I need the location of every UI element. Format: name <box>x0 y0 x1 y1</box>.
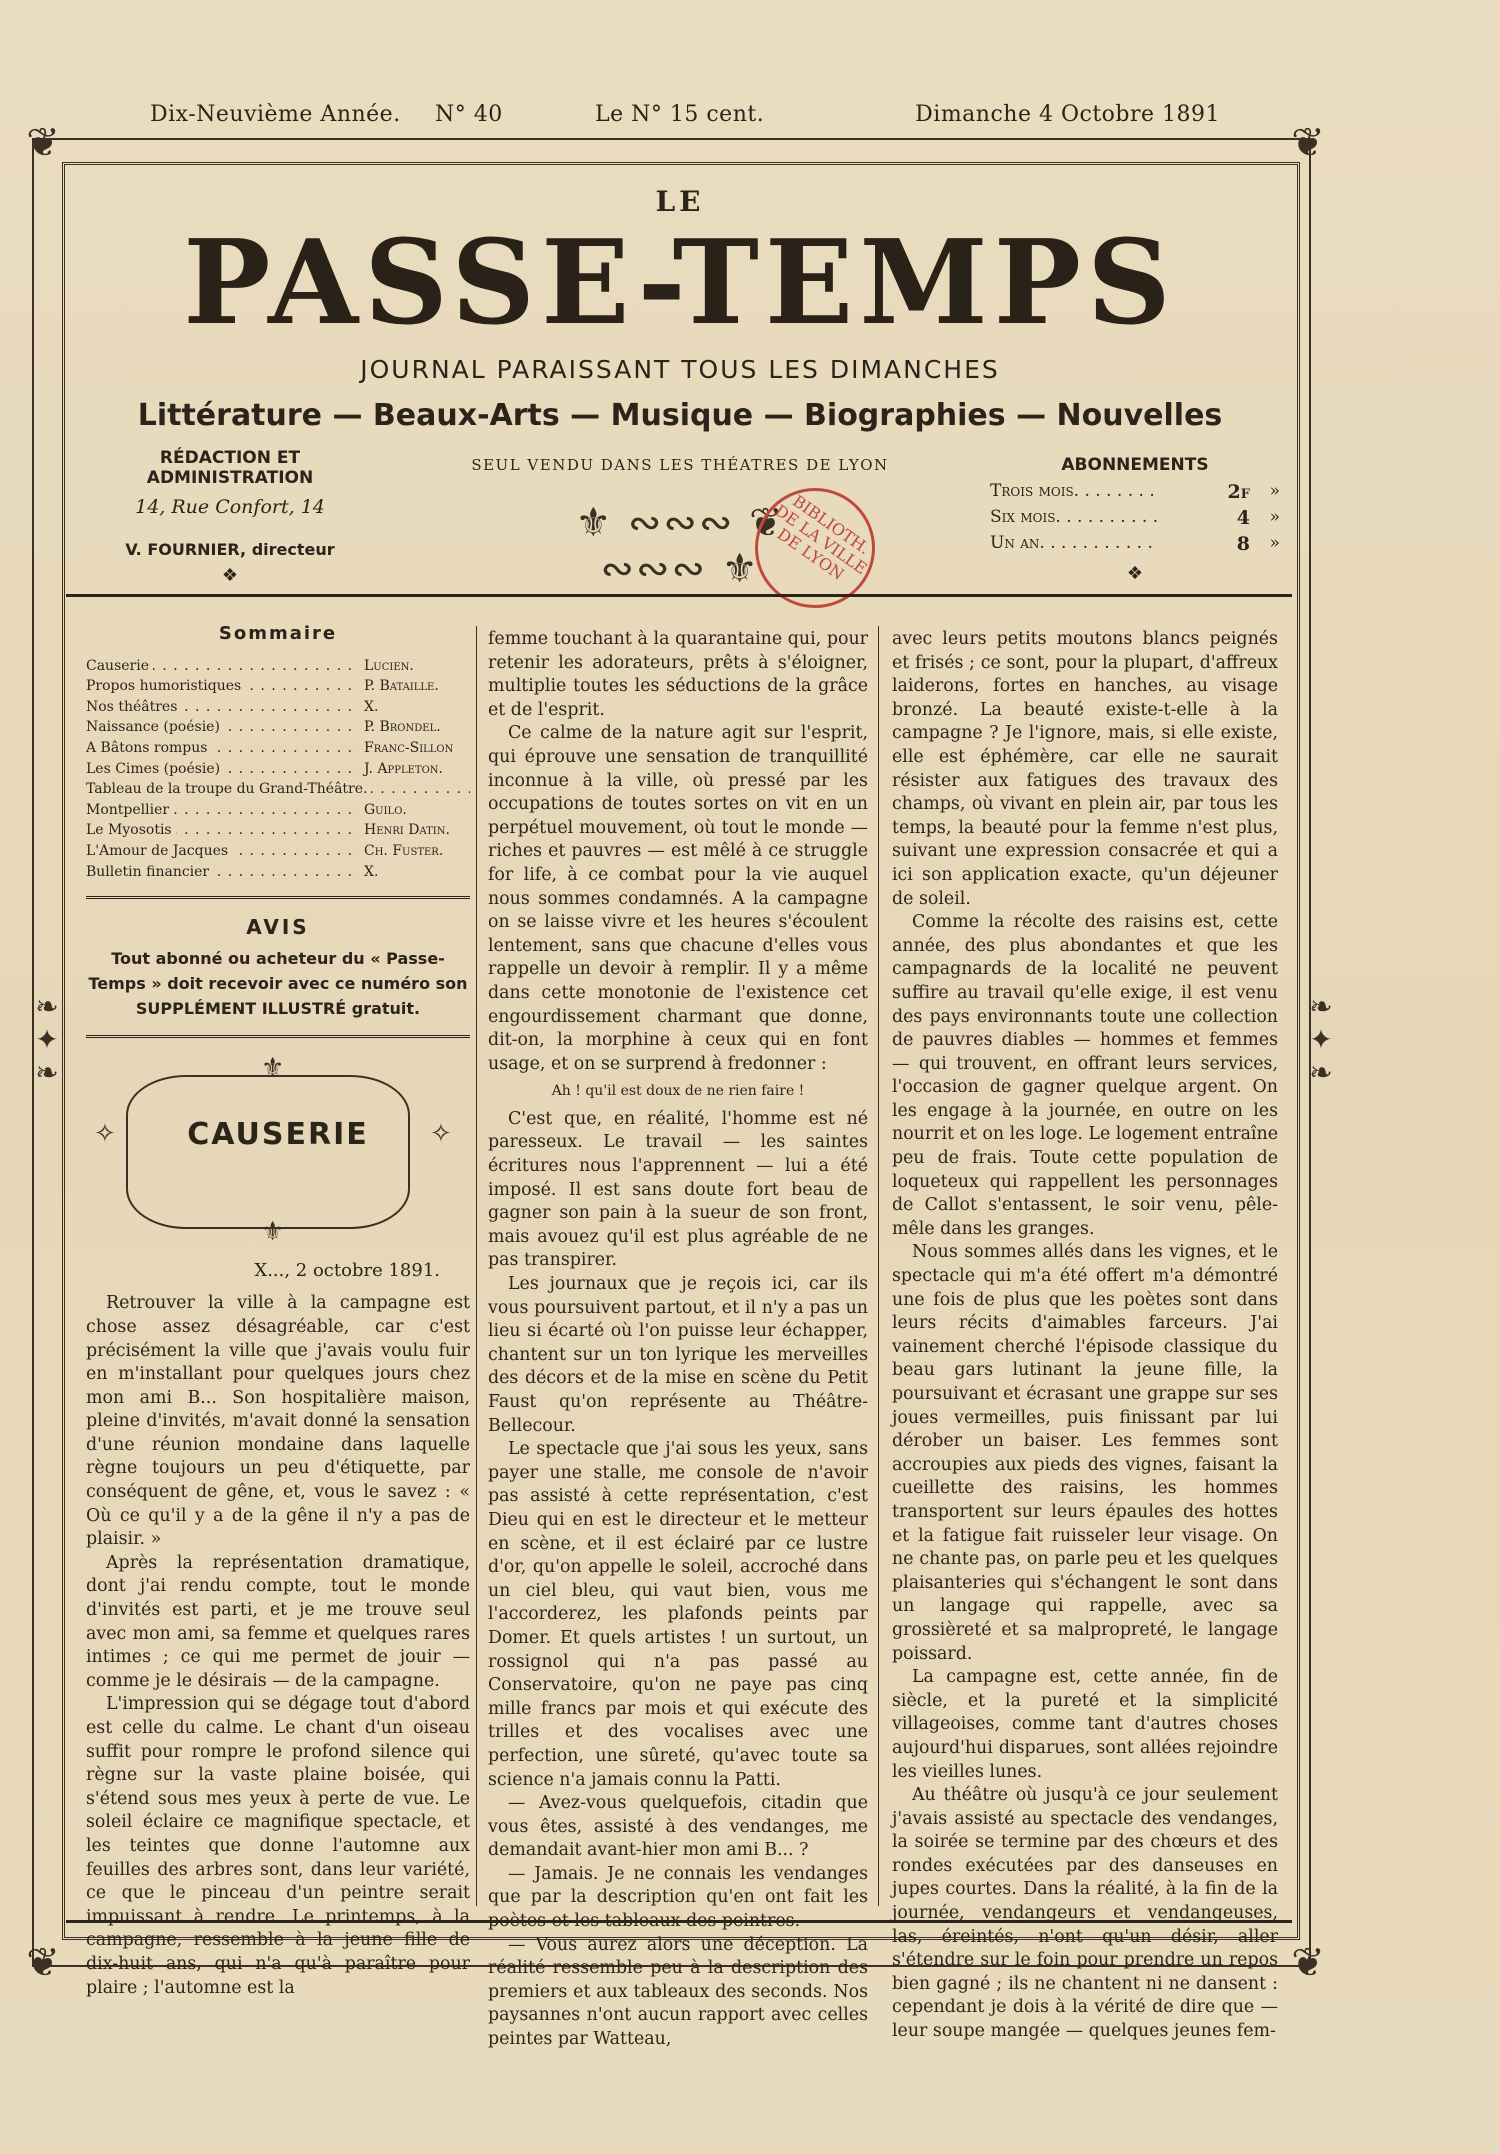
causerie-dateline: X..., 2 octobre 1891. <box>254 1259 440 1281</box>
director-name: V. FOURNIER, directeur <box>125 540 335 559</box>
sommaire-item-author: P. Bataille. <box>360 676 470 697</box>
causerie-cartouche <box>86 1052 470 1251</box>
song-quote: Ah ! qu'il est doux de ne rien faire ! <box>551 1083 805 1100</box>
column-rule <box>878 626 879 1906</box>
paragraph: Les journaux que je reçois ici, car ils vous poursuivent partout, et il n'y a pas un lieu si écarté où l'on puisse leur échapper, chantent sur un ton lyrique les merveilles des décors et de la mise en scène du Petit Faust qu'on représente au Théâtre-Bellecour. <box>488 1274 868 1436</box>
seul-vendu: SEUL VENDU DANS LES THÉATRES DE LYON <box>471 456 889 474</box>
causerie-title: CAUSERIE <box>187 1116 369 1152</box>
column-2 <box>488 628 868 2052</box>
issue-date: Dimanche 4 Octobre 1891 <box>915 102 1220 127</box>
abonnement-label: Un an. . . . . . . . . . . <box>990 533 1153 553</box>
sommaire-item-author: Franc-Sillon <box>360 738 470 759</box>
cartouche-frame <box>126 1075 410 1229</box>
sommaire-item-title: Les Cimes (poésie) <box>86 761 224 777</box>
abonnement-suffix: » <box>1269 507 1280 527</box>
sommaire-item-author: J. Appleton. <box>360 759 470 780</box>
paragraph: Retrouver la ville à la campagne est chose assez désagréable, car c'est précisément la ville que j'avais voulu fuir en m'installant pour quelques jours chez mon ami B... Son hospitalière maison, pleine d'invités, m'avait donné la sensation d'une réunion mondaine dans laquelle règne toujours un peu d'étiquette, par conséquent de gêne, et, vous le savez : « Où ce qu'il y a de la gêne il n'y a pas de plaisir. » <box>86 1293 470 1550</box>
redaction-heading: RÉDACTION ET ADMINISTRATION <box>146 448 314 488</box>
issue-number: N° 40 <box>435 102 503 127</box>
abonnement-suffix: » <box>1269 481 1280 501</box>
issue-year: Dix-Neuvième Année. <box>150 102 401 127</box>
paragraph: Nous sommes allés dans les vignes, et le spectacle qui m'a été offert m'a démontré une fois de plus que les poètes sont dans leurs récits d'aimables farceurs. J'ai vainement cherché l'épisode classique du beau gars lutinant la jeune fille, la poursuivant et écrasant une grappe sur ses joues vermeilles, puis finissant par lui dérober un baiser. Les femmes sont accroupies aux pieds des vignes, faisant la cueillette des raisins, les hommes transportent sur leurs épaules des hottes et la fatigue fait ruisseler leur visage. On ne chante pas, on parle peu et les quelques plaisanteries qui s'échangent le sont dans un langage qui rappelle, avec sa grossièreté et sa malpropreté, le langage poissard. <box>892 1242 1278 1664</box>
masthead-rule <box>66 594 1292 597</box>
column-3 <box>892 628 1278 2044</box>
abonnements-block <box>990 455 1280 584</box>
abonnement-price: 8 <box>1236 533 1250 555</box>
paragraph: La campagne est, cette année, fin de siècle, et la pureté et la simplicité villageoises, comme tant d'autres choses aujourd'hui disparues, sont allées rejoindre les vieilles lunes. <box>892 1667 1278 1782</box>
column-1 <box>86 618 470 2000</box>
sommaire-item-author: Lucien. <box>360 656 470 677</box>
masthead-title: PASSE-TEMPS <box>183 215 1177 351</box>
sommaire-item-title: A Bâtons rompus <box>86 740 211 756</box>
abonnement-row <box>990 481 1280 507</box>
sommaire-item <box>86 800 470 821</box>
paragraph: Au théâtre où jusqu'à ce jour seulement j'avais assisté au spectacle des vendanges, la soirée se termine par des chœurs et des rondes exécutées par des danseuses en jupes courtes. Dans la réalité, à la fin de la journée, vendangeurs et vendangeuses, las, éreintés, n'ont qu'un désir, aller s'étendre sur le foin pour prendre un repos bien gagné ; ils ne chantent ni ne dansent : cependant je dois à la vérité de dire que — leur soupe mangée — quelques jeunes fem- <box>892 1785 1278 2042</box>
sommaire-item-author: Guilo. <box>360 800 470 821</box>
bottom-rule <box>66 1920 1292 1923</box>
sommaire-item <box>86 779 470 800</box>
avis-text: Tout abonné ou acheteur du « Passe-Temps » doit recevoir avec ce numéro son SUPPLÉMENT ILLUSTRÉ gratuit. <box>88 948 468 1018</box>
sommaire-item-title: Montpellier <box>86 802 173 818</box>
paragraph: Ce calme de la nature agit sur l'esprit, qui éprouve une sensation de tranquillité inconnue à la ville, où pressé par les occupations de toutes sortes on vit en un perpétuel mouvement, où tout le monde — riches et pauvres — est mêlé à ce struggle for life, à ce combat pour la vie auquel nous sommes condamnés. A la campagne on se laisse vivre et les heures s'écoulent lentement, sans que chacune d'elles vous rappelle un devoir à remplir. Il y a même dans cette monotonie de l'existence cet engourdissement charmant que donne, dit-on, la morphine à ceux qui en font usage, et on se surprend à fredonner : <box>488 723 868 1074</box>
paragraph: Après la représentation dramatique, dont j'ai rendu compte, tout le monde d'invités est parti, et je me trouve seul avec mon ami, sa femme et quelques rares intimes ; ce qui me permet de jouir — comme je le désirais — de la campagne. <box>86 1552 470 1691</box>
star-ornament-icon: ✧ <box>430 1118 452 1149</box>
issue-line <box>150 102 1220 138</box>
sommaire-item-title: Causerie <box>86 658 153 674</box>
abonnement-price: 4 <box>1236 507 1250 529</box>
library-stamp: BIBLIOTH. DE LA VILLE DE LYON <box>731 464 898 631</box>
sommaire-list <box>86 656 470 883</box>
abonnement-row <box>990 507 1280 533</box>
side-ornament-icon: ❧ ✦ ❧ <box>1309 990 1333 1089</box>
corner-ornament-icon: ❦ <box>26 1940 60 1986</box>
sommaire-item-title: L'Amour de Jacques <box>86 843 232 859</box>
redaction-address: 14, Rue Confort, 14 <box>135 496 325 518</box>
sommaire-item-title: Bulletin financier <box>86 864 213 880</box>
sommaire-item <box>86 697 470 718</box>
flourish-ornament-icon: ⚜ ∾∾∾ ❦ ∾∾∾ ⚜ <box>575 500 785 592</box>
star-ornament-icon: ✧ <box>94 1118 116 1149</box>
crown-ornament-icon: ⚜ <box>261 1216 285 1247</box>
sommaire-item-author: Henri Datin. <box>360 820 470 841</box>
abonnement-label: Trois mois. . . . . . . . <box>990 481 1155 501</box>
paragraph: — Vous aurez alors une déception. La réalité ressemble peu à la description des premiers et aux tableaux des seconds. Nos paysannes n'ont aucun rapport avec celles peintes par Watteau, <box>488 1934 868 2050</box>
divider <box>86 1035 470 1041</box>
abonnement-suffix: » <box>1269 533 1280 553</box>
sommaire-item <box>86 656 470 677</box>
side-ornament-icon: ❧ ✦ ❧ <box>35 990 59 1089</box>
sommaire-item-author: X. <box>360 697 470 718</box>
paragraph: — Jamais. Je ne connais les vendanges que par la description qu'en ont fait les poètes et les tableaux des peintres. <box>488 1863 868 1932</box>
sommaire-item-author: Ch. Fuster. <box>360 841 470 862</box>
abonnements-heading: ABONNEMENTS <box>1061 455 1209 475</box>
paragraph: Comme la récolte des raisins est, cette année, des plus abondantes et que les campagnards de la localité ne peuvent suffire au travail qu'elle exige, il est venu des pays environnants toute une collection de pauvres diables — hommes et femmes — qui trouvent, en offrant leurs services, l'occasion de gagner quelque argent. On les engage à la journée, en outre on les nourrit et on les loge. Le logement entraîne peu de frais. Toute cette population de loqueteux qui rappellent les personnages de Callot s'entassent, le soir venu, pêle-mêle dans les granges. <box>892 912 1278 1239</box>
corner-ornament-icon: ❦ <box>1291 1940 1325 1986</box>
sommaire-item-title: Tableau de la troupe du Grand-Théâtre. <box>86 781 371 797</box>
abonnement-label: Six mois. . . . . . . . . . <box>990 507 1159 527</box>
sommaire-item-title: Naissance (poésie) <box>86 719 224 735</box>
sommaire-item-title: Nos théâtres <box>86 699 181 715</box>
sommaire-item-title: Le Myosotis <box>86 822 176 838</box>
paragraph: femme touchant à la quarantaine qui, pour retenir les adorateurs, prêts à s'éloigner, multiplie toutes les séductions de la grâce et de l'esprit. <box>488 629 868 720</box>
avis-title: AVIS <box>246 915 310 940</box>
masthead-subtitle: JOURNAL PARAISSANT TOUS LES DIMANCHES <box>360 355 1000 384</box>
abonnement-row <box>990 533 1280 559</box>
divider <box>86 896 470 902</box>
corner-ornament-icon: ❦ <box>1291 120 1325 166</box>
sommaire-title: Sommaire <box>218 623 338 644</box>
sommaire-item <box>86 820 470 841</box>
masthead-article: LE <box>655 185 705 218</box>
sommaire-item <box>86 676 470 697</box>
redaction-block <box>95 448 365 586</box>
sommaire-item-author: P. Brondel. <box>360 717 470 738</box>
paragraph: Le spectacle que j'ai sous les yeux, sans payer une stalle, me console de n'avoir pas assisté à cette représentation, c'est Dieu qui en est le directeur et le metteur en scène, et il est éclairé par ce lustre d'or, qu'on appelle le soleil, accroché dans un ciel bleu, qui vaut bien, vous me l'accorderez, les plafonds peints par Domer. Et quels artistes ! un surtout, un rossignol qui n'a pas passé au Conservatoire, qu'on ne paye pas cinq mille francs par mois et qui exécute des trilles et des vocalises avec une perfection, une sûreté, qu'avec toute sa science n'a jamais connu la Patti. <box>488 1439 868 1790</box>
fleuron-icon: ❖ <box>1126 563 1144 584</box>
sommaire-item-title: Propos humoristiques <box>86 678 245 694</box>
abonnement-price: 2f <box>1227 481 1250 503</box>
sommaire-item <box>86 717 470 738</box>
crown-ornament-icon: ⚜ <box>261 1052 285 1083</box>
sommaire-item <box>86 738 470 759</box>
sommaire-item <box>86 841 470 862</box>
sommaire-item <box>86 759 470 780</box>
paragraph: C'est que, en réalité, l'homme est né paresseux. Le travail — les saintes écritures nous l'apprennent — lui a été imposé. Il est sans doute fort beau de gagner son pain à la sueur de son front, mais avouez qu'il est plus agréable de ne pas transpirer. <box>488 1108 868 1271</box>
fleuron-icon: ❖ <box>221 565 239 586</box>
issue-price: Le N° 15 cent. <box>595 102 765 127</box>
sommaire-item-author: X. <box>360 862 470 883</box>
paragraph: avec leurs petits moutons blancs peignés et frisés ; ce sont, pour la plupart, d'affreux laiderons, fortes en hanches, au visage bronzé. La beauté existe-t-elle à la campagne ? Je l'ignore, mais, si elle existe, elle est éphémère, car elle ne saurait résister aux fatigues des travaux des champs, où vivant en plein air, par tous les temps, la beauté pour la femme n'est plus, suivant une expression consacrée et qui a ici son application exacte, qu'un déjeuner de soleil. <box>892 629 1278 909</box>
paragraph: L'impression qui se dégage tout d'abord est celle du calme. Le chant d'un oiseau suffit pour rompre le profond silence qui règne sur la vaste plaine boisée, qui s'étend sous mes yeux à perte de vue. Le soleil éclaire ce magnifique spectacle, et les teintes que donne l'automne aux feuilles des arbres sont, dans leur variété, ce que le pinceau d'un peintre serait impuissant à rendre. Le printemps, à la campagne, ressemble à la jeune fille de dix-huit ans, qui n'a qu'à paraître pour plaire ; l'automne est la <box>86 1694 470 1998</box>
sommaire-item <box>86 862 470 883</box>
corner-ornament-icon: ❦ <box>26 120 60 166</box>
column-rule <box>476 626 477 1906</box>
masthead-rubrics: Littérature — Beaux-Arts — Musique — Biographies — Nouvelles <box>137 398 1223 433</box>
paragraph: — Avez-vous quelquefois, citadin que vous êtes, assisté à des vendanges, me demandait avant-hier mon ami B... ? <box>488 1793 868 1861</box>
